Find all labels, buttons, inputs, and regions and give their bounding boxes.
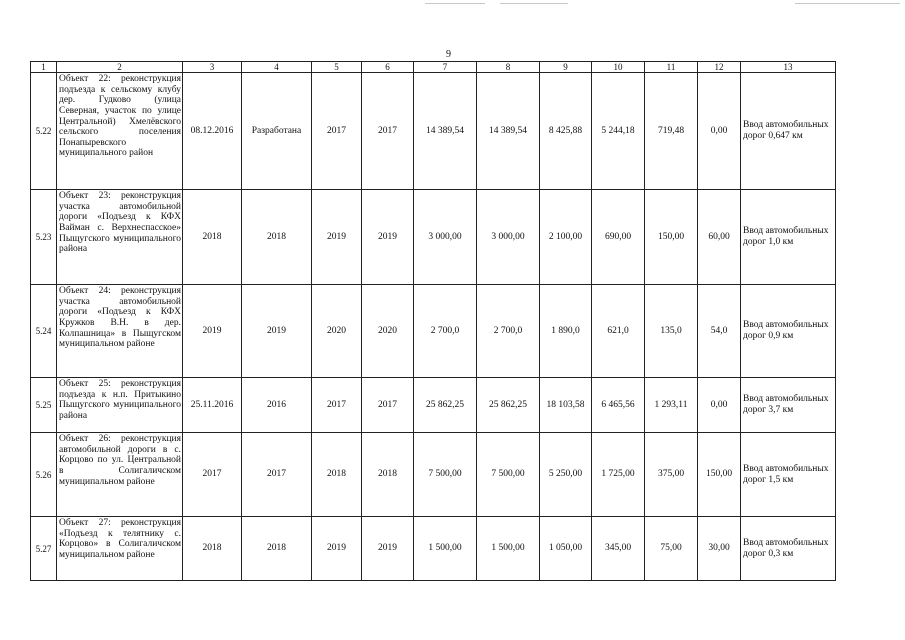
column-header: 6 — [362, 62, 414, 73]
object-description: Объект 25: реконструкция подъезда к н.п. Притыкино Пыщугского муниципального района — [57, 378, 183, 433]
cell-value: 1 293,11 — [645, 378, 698, 433]
column-header: 1 — [31, 62, 57, 73]
cell-result: Ввод автомобильных дорог 1,0 км — [741, 190, 836, 285]
scan-top-line — [500, 3, 568, 4]
column-header: 5 — [312, 62, 362, 73]
cell-value: 345,00 — [592, 517, 645, 581]
cell-year-start: 2019 — [312, 517, 362, 581]
row-number: 5.26 — [31, 433, 57, 517]
column-header: 10 — [592, 62, 645, 73]
cell-year-start: 2018 — [312, 433, 362, 517]
cell-value: 1 050,00 — [540, 517, 592, 581]
cell-status: Разработана — [242, 73, 312, 190]
table-row — [31, 433, 836, 517]
table-row — [31, 285, 836, 378]
cell-value: 3 000,00 — [477, 190, 540, 285]
table-row — [31, 517, 836, 581]
cell-year-end: 2017 — [362, 73, 414, 190]
cell-year-start: 2017 — [312, 73, 362, 190]
cell-value: 25 862,25 — [477, 378, 540, 433]
cell-value: 14 389,54 — [477, 73, 540, 190]
cell-year-start: 2019 — [312, 190, 362, 285]
object-description: Объект 22: реконструкция подъезда к сельскому клубу дер. Гудково (улица Северная, участок по улице Центральной) Хмелёвского сельского поселения Понапыревского муниципального район — [57, 73, 183, 190]
cell-year-end: 2018 — [362, 433, 414, 517]
cell-result: Ввод автомобильных дорог 1,5 км — [741, 433, 836, 517]
scan-top-line — [425, 3, 485, 4]
cell-year-end: 2020 — [362, 285, 414, 378]
cell-date: 08.12.2016 — [183, 73, 242, 190]
table-row — [31, 190, 836, 285]
cell-year-start: 2017 — [312, 378, 362, 433]
column-header: 8 — [477, 62, 540, 73]
cell-date: 2017 — [183, 433, 242, 517]
cell-value: 2 700,0 — [477, 285, 540, 378]
row-number: 5.24 — [31, 285, 57, 378]
object-description: Объект 26: реконструкция автомобильной дороги в с. Корцово по ул. Центральной в Солигаличском муниципальном районе — [57, 433, 183, 517]
object-description: Объект 23: реконструкция участка автомобильной дороги «Подъезд к КФХ Вайман с. Верхнеспасское» Пыщугского муниципального района — [57, 190, 183, 285]
table-row — [31, 73, 836, 190]
cell-value: 60,00 — [698, 190, 741, 285]
cell-value: 5 244,18 — [592, 73, 645, 190]
cell-value: 7 500,00 — [414, 433, 477, 517]
column-header: 4 — [242, 62, 312, 73]
column-header: 13 — [741, 62, 836, 73]
header-row — [31, 62, 836, 73]
column-header: 11 — [645, 62, 698, 73]
cell-value: 3 000,00 — [414, 190, 477, 285]
column-header: 12 — [698, 62, 741, 73]
cell-status: 2018 — [242, 190, 312, 285]
column-header: 3 — [183, 62, 242, 73]
cell-value: 18 103,58 — [540, 378, 592, 433]
row-number: 5.22 — [31, 73, 57, 190]
cell-result: Ввод автомобильных дорог 0,3 км — [741, 517, 836, 581]
cell-value: 75,00 — [645, 517, 698, 581]
cell-year-end: 2019 — [362, 517, 414, 581]
cell-value: 6 465,56 — [592, 378, 645, 433]
cell-year-start: 2020 — [312, 285, 362, 378]
cell-status: 2018 — [242, 517, 312, 581]
row-number: 5.23 — [31, 190, 57, 285]
cell-value: 690,00 — [592, 190, 645, 285]
program-table — [30, 61, 836, 581]
cell-value: 1 725,00 — [592, 433, 645, 517]
row-number: 5.27 — [31, 517, 57, 581]
cell-result: Ввод автомобильных дорог 3,7 км — [741, 378, 836, 433]
cell-value: 1 890,0 — [540, 285, 592, 378]
scan-top-line — [795, 3, 900, 4]
cell-value: 30,00 — [698, 517, 741, 581]
cell-year-end: 2019 — [362, 190, 414, 285]
cell-date: 2019 — [183, 285, 242, 378]
cell-date: 25.11.2016 — [183, 378, 242, 433]
cell-value: 8 425,88 — [540, 73, 592, 190]
cell-date: 2018 — [183, 190, 242, 285]
object-description: Объект 24: реконструкция участка автомобильной дороги «Подъезд к КФХ Кружков В.Н. в дер. Колпашница» в Пыщугском муниципальном районе — [57, 285, 183, 378]
cell-value: 14 389,54 — [414, 73, 477, 190]
cell-value: 25 862,25 — [414, 378, 477, 433]
cell-value: 5 250,00 — [540, 433, 592, 517]
object-description: Объект 27: реконструкция «Подъезд к телятнику с. Корцово» в Солигаличском муниципальном районе — [57, 517, 183, 581]
cell-value: 1 500,00 — [414, 517, 477, 581]
cell-value: 719,48 — [645, 73, 698, 190]
cell-value: 54,0 — [698, 285, 741, 378]
cell-date: 2018 — [183, 517, 242, 581]
column-header: 2 — [57, 62, 183, 73]
table-row — [31, 378, 836, 433]
cell-result: Ввод автомобильных дорог 0,647 км — [741, 73, 836, 190]
cell-value: 2 100,00 — [540, 190, 592, 285]
cell-year-end: 2017 — [362, 378, 414, 433]
cell-value: 7 500,00 — [477, 433, 540, 517]
cell-value: 150,00 — [698, 433, 741, 517]
cell-value: 150,00 — [645, 190, 698, 285]
cell-status: 2016 — [242, 378, 312, 433]
cell-result: Ввод автомобильных дорог 0,9 км — [741, 285, 836, 378]
column-header: 9 — [540, 62, 592, 73]
cell-value: 375,00 — [645, 433, 698, 517]
cell-value: 621,0 — [592, 285, 645, 378]
cell-value: 2 700,0 — [414, 285, 477, 378]
column-header: 7 — [414, 62, 477, 73]
cell-status: 2017 — [242, 433, 312, 517]
cell-value: 135,0 — [645, 285, 698, 378]
row-number: 5.25 — [31, 378, 57, 433]
cell-value: 1 500,00 — [477, 517, 540, 581]
cell-status: 2019 — [242, 285, 312, 378]
page-number: 9 — [446, 49, 451, 60]
cell-value: 0,00 — [698, 73, 741, 190]
cell-value: 0,00 — [698, 378, 741, 433]
